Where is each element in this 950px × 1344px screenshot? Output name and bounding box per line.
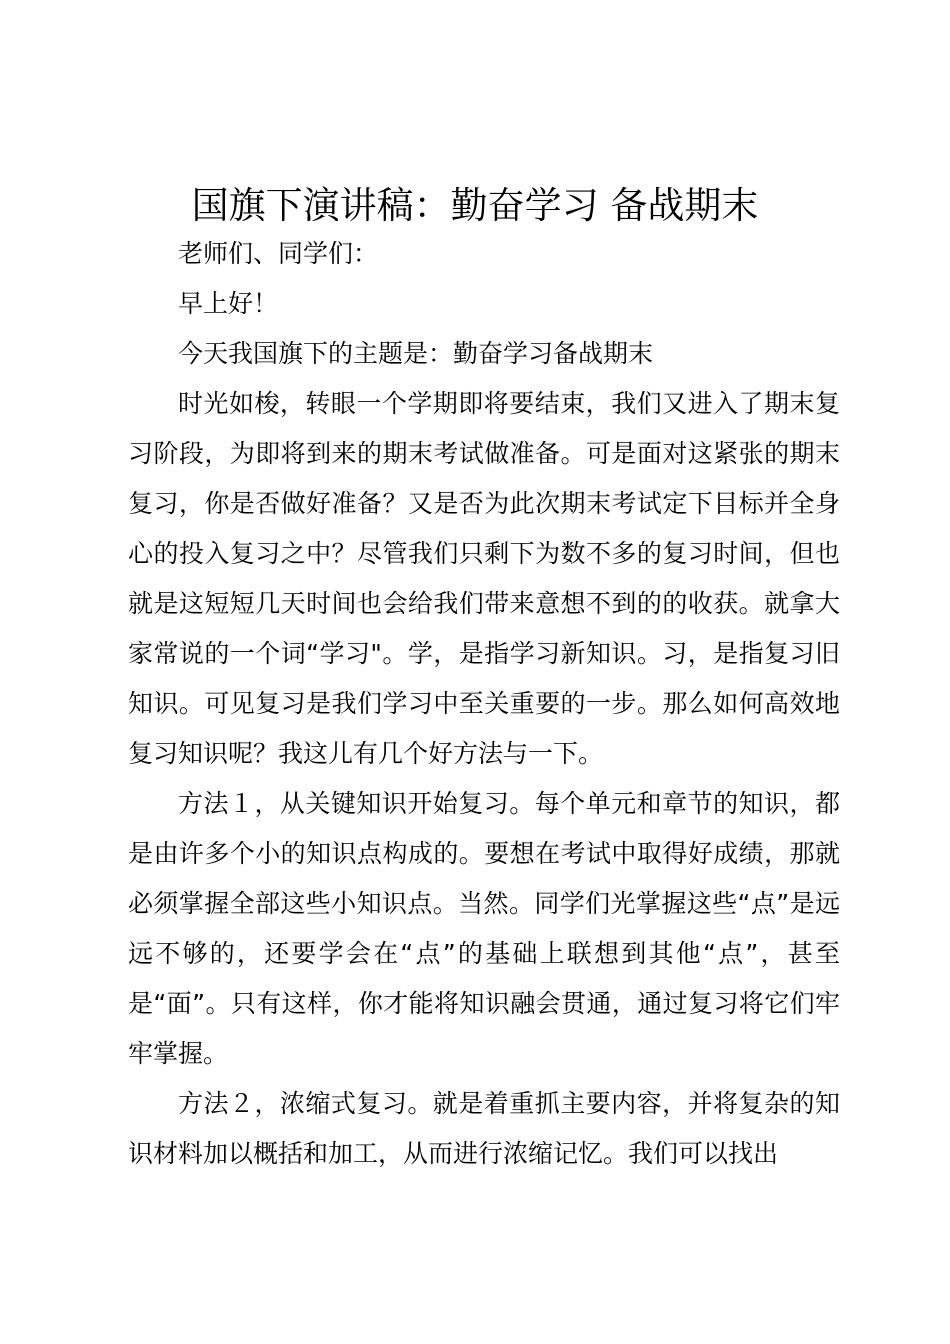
method-1-paragraph: 方法１，从关键知识开始复习。每个单元和章节的知识，都是由许多个小的知识点构成的。要想在考试中取得好成绩，那就必须掌握全部这些小知识点。当然。同学们光掌握这些“点”是远远不够的，还要学会在“点”的基础上联想到其他“点”，甚至是“面”。只有这样，你才能将知识融会贯通，通过复习将它们牢牢掌握。 (128, 789, 840, 1068)
topic-paragraph: 今天我国旗下的主题是：勤奋学习备战期末 (178, 339, 654, 368)
method-2-paragraph: 方法２，浓缩式复习。就是着重抓主要内容，并将复杂的知识材料加以概括和加工，从而进行浓缩记忆。我们可以找出 (128, 1089, 840, 1168)
morning-paragraph: 早上好！ (178, 289, 279, 318)
intro-paragraph: 时光如梭，转眼一个学期即将要结束，我们又进入了期末复习阶段，为即将到来的期末考试做准备。可是面对这紧张的期末复习，你是否做好准备？又是否为此次期末考试定下目标并全身心的投入复习之中？尽管我们只剩下为数不多的复习时间，但也就是这短短几天时间也会给我们带来意想不到的的收获。就拿大家常说的一个词“学习"。学，是指学习新知识。习，是指复习旧知识。可见复习是我们学习中至关重要的一步。那么如何高效地复习知识呢？我这儿有几个好方法与一下。 (128, 389, 840, 768)
greeting-paragraph: 老师们、同学们： (178, 239, 379, 268)
document-title: 国旗下演讲稿：勤奋学习 备战期末 (191, 184, 759, 227)
